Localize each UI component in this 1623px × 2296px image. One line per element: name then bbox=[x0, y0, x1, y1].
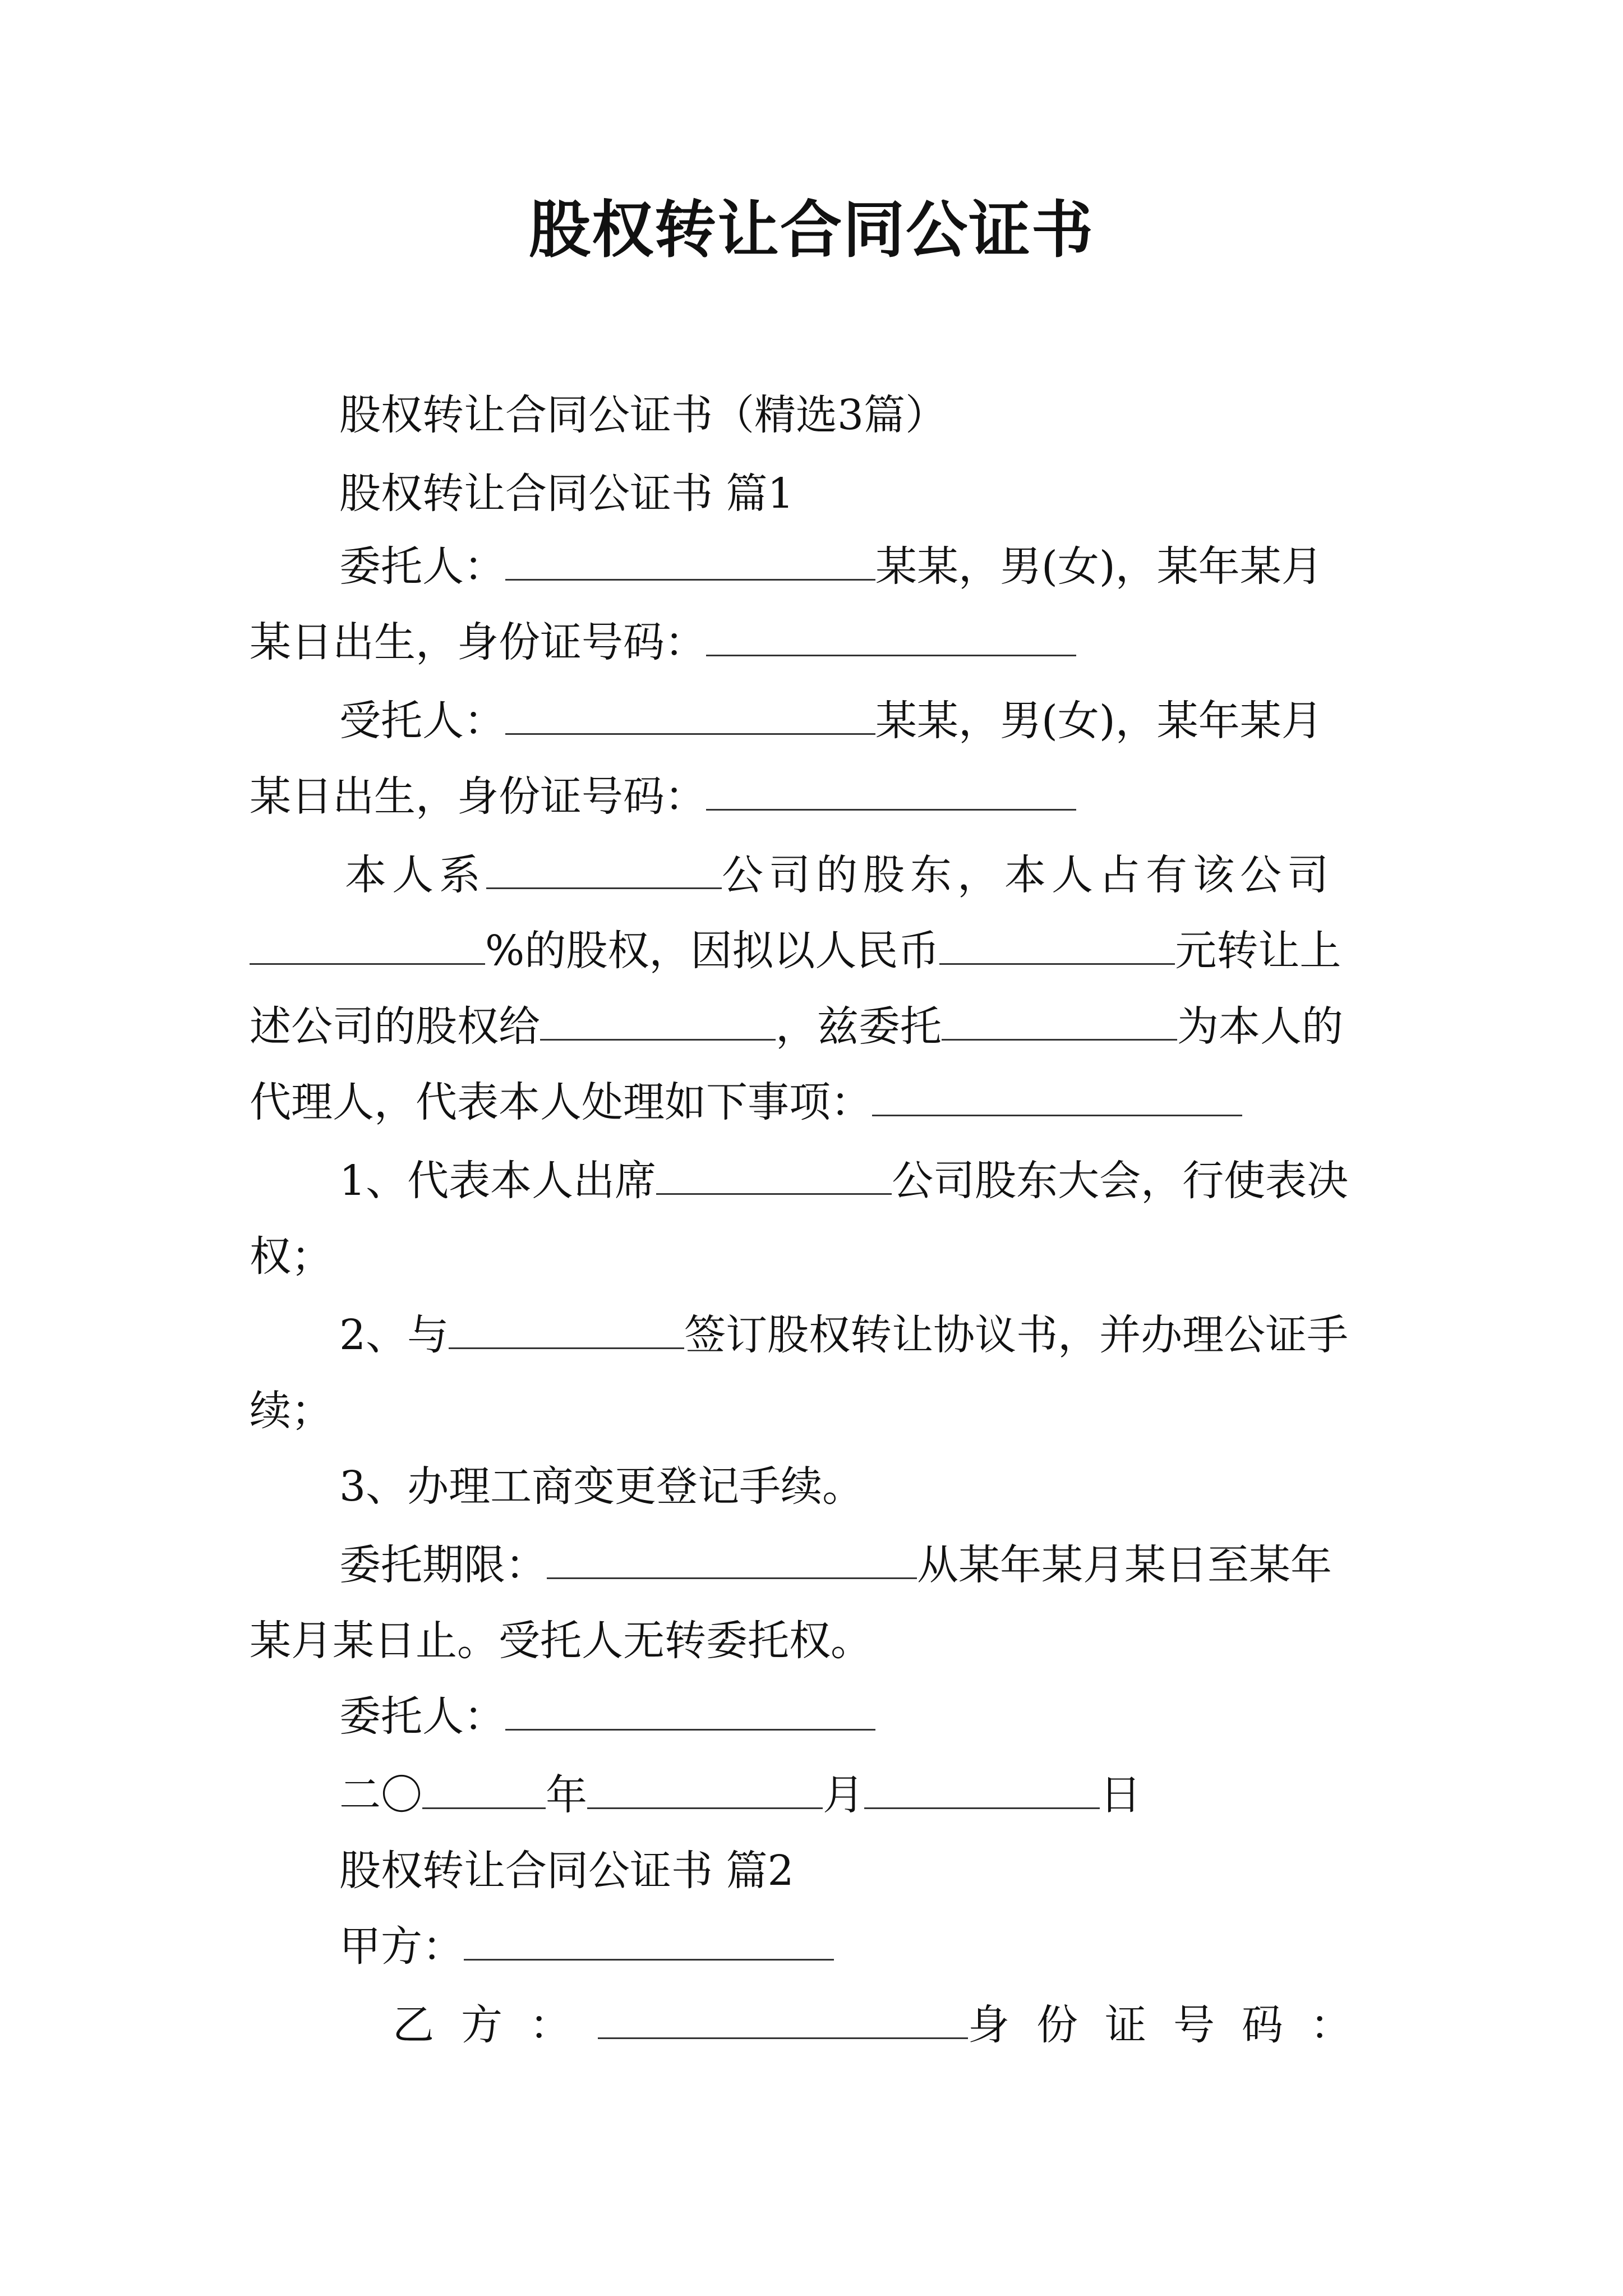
signature-label: 委托人： bbox=[339, 1692, 505, 1741]
principal-label: 委托人： bbox=[339, 542, 505, 591]
term-line2: 某月某日止。受托人无转委托权。 bbox=[250, 1617, 872, 1665]
agent-desc: 某某，男(女)，某年某月 bbox=[875, 697, 1323, 745]
party-a-line bbox=[339, 1918, 1478, 1975]
transferee-blank bbox=[540, 999, 776, 1041]
text-yuan: 元转让上 bbox=[1175, 927, 1341, 975]
company-blank bbox=[486, 847, 722, 889]
text-pct: %的股权，因拟以人民币 bbox=[485, 927, 940, 975]
item2-blank bbox=[449, 1307, 684, 1349]
para-shareholder-line4 bbox=[250, 1074, 1388, 1130]
agent-id-blank bbox=[706, 769, 1076, 811]
percent-blank bbox=[250, 923, 485, 965]
agent-id-line bbox=[250, 769, 1388, 825]
principal-id-line bbox=[250, 614, 1388, 670]
part1-heading: 股权转让合同公证书 篇1 bbox=[339, 470, 794, 518]
agent-label: 受托人： bbox=[339, 697, 505, 745]
agent-blank bbox=[505, 693, 875, 735]
principal-line bbox=[339, 539, 1388, 595]
term-label: 委托期限： bbox=[339, 1541, 547, 1589]
text-gongsi-gudong: 公司的股东，本人占有该公司 bbox=[722, 851, 1334, 899]
date-prefix: 二〇 bbox=[339, 1771, 422, 1819]
principal-blank bbox=[505, 539, 875, 581]
text-shu: 述公司的股权给 bbox=[250, 1002, 540, 1051]
part2-heading: 股权转让合同公证书 篇2 bbox=[339, 1847, 794, 1895]
text-ziweituo: ，兹委托 bbox=[776, 1002, 942, 1051]
party-a-blank bbox=[464, 1918, 834, 1961]
proxy-blank bbox=[942, 999, 1177, 1041]
party-a-label: 甲方： bbox=[339, 1922, 464, 1971]
matters-blank bbox=[872, 1074, 1242, 1116]
party-b-id-label: 身份证号码： bbox=[968, 2001, 1378, 2049]
party-b-blank bbox=[598, 1997, 968, 2039]
principal-id-blank bbox=[706, 614, 1076, 656]
principal-desc: 某某，男(女)，某年某月 bbox=[875, 542, 1323, 591]
text-daili: 代理人，代表本人处理如下事项： bbox=[250, 1078, 872, 1126]
para-shareholder-line3 bbox=[250, 999, 1388, 1055]
date-line bbox=[339, 1767, 1478, 1823]
item1-line2: 权； bbox=[250, 1232, 333, 1281]
item2-line2: 续； bbox=[250, 1387, 333, 1435]
party-b-label: 乙方： bbox=[393, 2001, 598, 2049]
signature-line bbox=[339, 1688, 1478, 1745]
price-blank bbox=[939, 923, 1175, 965]
subtitle: 股权转让合同公证书（精选3篇） bbox=[339, 391, 947, 439]
term-from: 从某年某月某日至某年 bbox=[917, 1541, 1332, 1589]
signature-blank bbox=[505, 1688, 875, 1731]
term-blank bbox=[547, 1537, 917, 1579]
year-blank bbox=[422, 1767, 546, 1809]
item2-b: 签订股权转让协议书，并办理公证手 bbox=[684, 1311, 1349, 1359]
para-shareholder-line2 bbox=[250, 923, 1388, 979]
date-year: 年 bbox=[546, 1771, 587, 1819]
date-month: 月 bbox=[823, 1771, 864, 1819]
party-b-line bbox=[393, 1997, 1388, 2053]
item1-line1 bbox=[339, 1153, 1388, 1209]
term-line1 bbox=[339, 1537, 1388, 1593]
item1-b: 公司股东大会，行使表决 bbox=[892, 1157, 1349, 1205]
item1-blank bbox=[656, 1153, 892, 1195]
date-day: 日 bbox=[1100, 1771, 1141, 1819]
text-benren: 本人系 bbox=[345, 851, 486, 899]
agent-birth-id: 某日出生，身份证号码： bbox=[250, 772, 706, 821]
item3-line: 3、办理工商变更登记手续。 bbox=[339, 1462, 864, 1511]
item1-a: 1、代表本人出席 bbox=[339, 1157, 657, 1205]
day-blank bbox=[864, 1767, 1100, 1809]
item2-a: 2、与 bbox=[339, 1311, 449, 1359]
principal-birth-id: 某日出生，身份证号码： bbox=[250, 618, 706, 666]
item2-line1 bbox=[339, 1307, 1388, 1363]
text-wei-daili: 为本人的 bbox=[1177, 1002, 1343, 1051]
month-blank bbox=[587, 1767, 823, 1809]
para-shareholder-line1 bbox=[345, 847, 1388, 903]
document-title: 股权转让合同公证书 bbox=[529, 194, 1094, 266]
agent-line bbox=[339, 693, 1388, 749]
